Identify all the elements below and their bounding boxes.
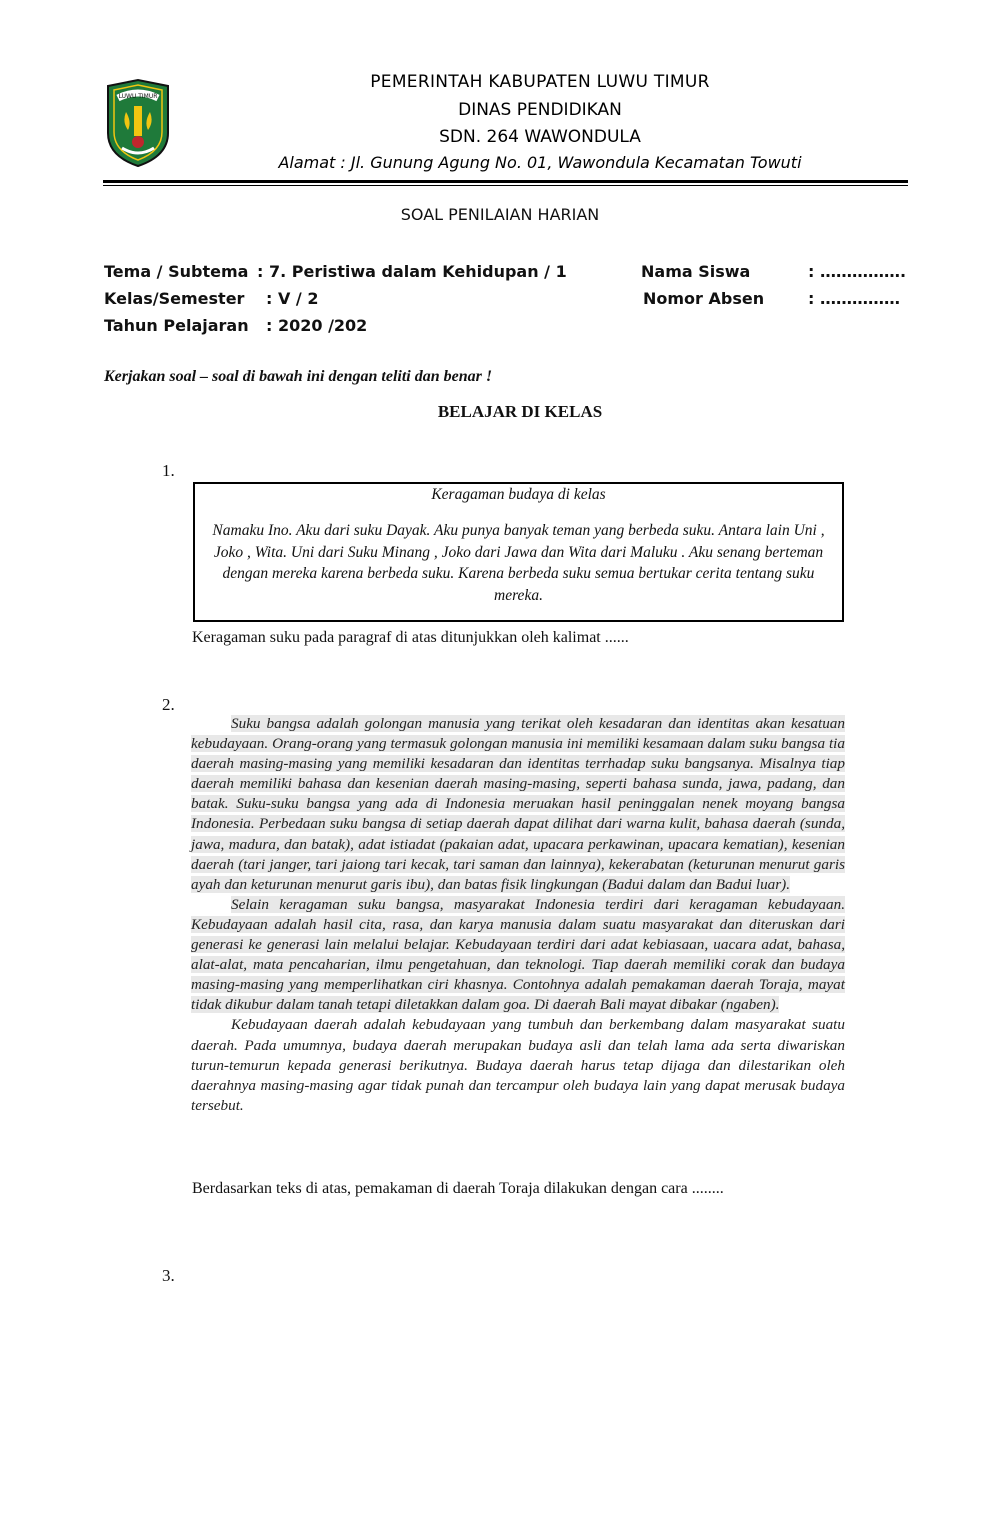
question-number: 1. xyxy=(162,461,175,480)
passage-paragraph: Kebudayaan daerah adalah kebudayaan yang tumbuh dan berkembang dalam masyarakat suatu daerah. Pada umumnya, budaya daerah merupakan budaya asli dan telah lama ada serta diwariskan turun-temurun kepada generasi berikutnya. Budaya daerah harus tetap dijaga dan dilestarikan oleh daerahnya masing-masing agar tidak punah dan tercampur oleh budaya lain yang dapat merusak budaya tersebut. xyxy=(191,1016,845,1114)
question-number: 3. xyxy=(162,1266,175,1285)
header-rule-thin xyxy=(103,185,908,186)
nama-value: : ……………. xyxy=(808,262,907,281)
instruction: Kerjakan soal – soal di bawah ini dengan teliti dan benar ! xyxy=(104,368,493,385)
header-school: SDN. 264 WAWONDULA xyxy=(439,127,641,147)
absen-value: : …………… xyxy=(808,289,900,308)
tahun-value: : 2020 /202 xyxy=(266,316,368,335)
reading-box xyxy=(193,482,844,622)
tema-value: : 7. Peristiwa dalam Kehidupan / 1 xyxy=(257,262,567,281)
header-address: Alamat : Jl. Gunung Agung No. 01, Wawondula Kecamatan Towuti xyxy=(278,153,802,172)
question-text: Keragaman suku pada paragraf di atas ditunjukkan oleh kalimat ...... xyxy=(192,629,629,646)
passage-paragraph: Suku bangsa adalah golongan manusia yang terikat oleh kesadaran dan identitas akan kesatuan kebudayaan. Orang-orang yang termasuk golongan manusia ini memiliki kesamaan dalam suku bangsa tia daerah masing-masing yang memiliki kesadaran dan identitas terrhadap suku bangsanya. Misalnya tiap daerah memiliki bahasa dan kesenian daerah masing-masing, seperti bahasa sunda, jawa, padang, dan batak. Suku-suku bangsa yang ada di Indonesia meruakan hasil peninggalan nenek moyang bangsa Indonesia. Perbedaan suku bangsa di setiap daerah dapat dilihat dari warna kulit, bahasa daerah (sunda, jawa, madura, dan batak), adat istiadat (pakaian adat, upacara perkawinan, upacara kematian), kesenian daerah (tari janger, tari jaiong tari kecak, tari saman dan lainnya), kekerabatan (keturunan menurut garis ayah dan keturunan menurut garis ibu), dan batas fisik lingkungan (Badui dalam dan Badui luar). xyxy=(191,715,845,893)
passage-paragraph: Selain keragaman suku bangsa, masyarakat Indonesia terdiri dari keragaman kebudayaan. Kebudayaan adalah hasil cita, rasa, dan karya manusia dalam suatu masyarakat dan diteruskan dari generasi ke generasi lain melalui belajar. Kebudayaan terdiri dari adat kebiasaan, uacara adat, bahasa, alat-alat, mata pencaharian, ilmu pengetahuan, dan teknologi. Tiap daerah memiliki corak dan budaya masing-masing yang memperlihatkan ciri khasnya. Contohnya adalah pemakaman daerah Toraja, mayat tidak dikubur dalam tanah tetapi diletakkan dalam goa. Di daerah Bali mayat dibakar (ngaben). xyxy=(191,895,845,1014)
tahun-label: Tahun Pelajaran xyxy=(104,316,249,335)
box-text: Namaku Ino. Aku dari suku Dayak. Aku punya banyak teman yang berbeda suku. Antara lain Uni , Joko , Wita. Uni dari Suku Minang , Joko dari Jawa dan Wita dari Maluku . Aku senang berteman dengan mereka karena berbeda suku. Karena berbeda suku semua bertukar cerita tentang suku mereka. xyxy=(212,522,825,604)
header-rule-thick xyxy=(103,180,908,183)
header-line1: PEMERINTAH KABUPATEN LUWU TIMUR xyxy=(370,72,710,92)
kelas-label: Kelas/Semester xyxy=(104,289,245,308)
absen-label: Nomor Absen xyxy=(643,289,765,308)
kelas-value: : V / 2 xyxy=(266,289,319,308)
tema-label: Tema / Subtema xyxy=(104,262,249,281)
header-line2: DINAS PENDIDIKAN xyxy=(458,100,622,120)
luwu-timur-logo xyxy=(104,78,172,168)
svg-text:LUWU TIMUR: LUWU TIMUR xyxy=(118,93,158,100)
section-title: BELAJAR DI KELAS xyxy=(437,402,603,421)
question-number: 2. xyxy=(162,695,175,714)
question-text: Berdasarkan teks di atas, pemakaman di daerah Toraja dilakukan dengan cara ........ xyxy=(192,1180,724,1197)
reading-passage xyxy=(191,714,845,1116)
box-title: Keragaman budaya di kelas xyxy=(431,486,606,503)
nama-label: Nama Siswa xyxy=(641,262,751,281)
doc-title: SOAL PENILAIAN HARIAN xyxy=(400,205,600,224)
